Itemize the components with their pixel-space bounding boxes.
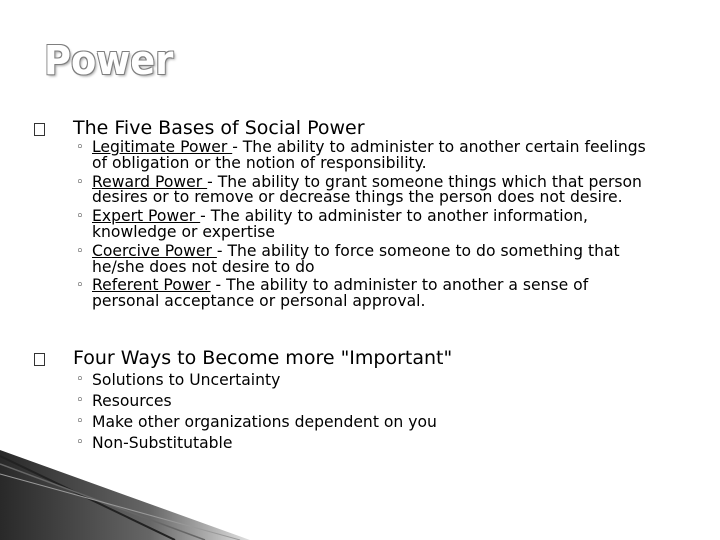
list-item xyxy=(76,371,655,389)
desc-reward: - The ability to grant someone things which that person desires or to remove or decrease things the person does not desire. xyxy=(92,172,642,207)
section-five-bases xyxy=(34,116,646,311)
checkbox-bullet-icon xyxy=(34,353,45,366)
circle-bullet-icon: ◦ xyxy=(76,174,84,190)
slide-title: Power xyxy=(44,38,174,84)
list-item-text: Make other organizations dependent on you xyxy=(92,413,437,431)
list-item xyxy=(76,140,655,172)
section-four-ways xyxy=(34,346,453,452)
term-expert: Expert Power xyxy=(92,207,201,226)
circle-bullet-icon: ◦ xyxy=(76,209,84,225)
list-item xyxy=(76,172,655,207)
checkbox-bullet-icon xyxy=(34,123,45,136)
section-heading: The Five Bases of Social Power xyxy=(73,117,365,139)
list-item-text: Resources xyxy=(92,392,172,410)
term-legitimate: Legitimate Power xyxy=(92,138,233,156)
term-reward: Reward Power xyxy=(92,172,208,191)
desc-legitimate: - The ability to administer to another certain feelings of obligation or the notion of responsibility. xyxy=(92,138,646,172)
list-item-text: Solutions to Uncertainty xyxy=(92,371,281,389)
list-item xyxy=(76,278,655,310)
section-heading: Four Ways to Become more "Important" xyxy=(73,347,453,369)
list-item xyxy=(76,241,655,276)
circle-bullet-icon: ◦ xyxy=(76,414,84,429)
circle-bullet-icon: ◦ xyxy=(76,372,84,387)
list-item xyxy=(76,413,655,431)
list-item xyxy=(76,209,655,241)
term-referent: Referent Power xyxy=(92,276,211,295)
desc-referent: - The ability to administer to another a sense of personal acceptance or personal approval. xyxy=(92,276,589,311)
circle-bullet-icon: ◦ xyxy=(76,393,84,408)
circle-bullet-icon: ◦ xyxy=(76,435,84,450)
five-bases-list xyxy=(76,140,655,313)
circle-bullet-icon: ◦ xyxy=(76,243,84,259)
four-ways-list xyxy=(76,371,655,455)
circle-bullet-icon: ◦ xyxy=(76,278,84,294)
term-coercive: Coercive Power xyxy=(92,241,217,260)
desc-expert: - The ability to administer to another information, knowledge or expertise xyxy=(92,207,588,241)
circle-bullet-icon: ◦ xyxy=(76,140,84,155)
list-item xyxy=(76,392,655,410)
decorative-corner-swoosh xyxy=(0,450,720,540)
desc-coercive: - The ability to force someone to do something that he/she does not desire to do xyxy=(92,241,620,276)
list-item-text: Non-Substitutable xyxy=(92,434,233,452)
